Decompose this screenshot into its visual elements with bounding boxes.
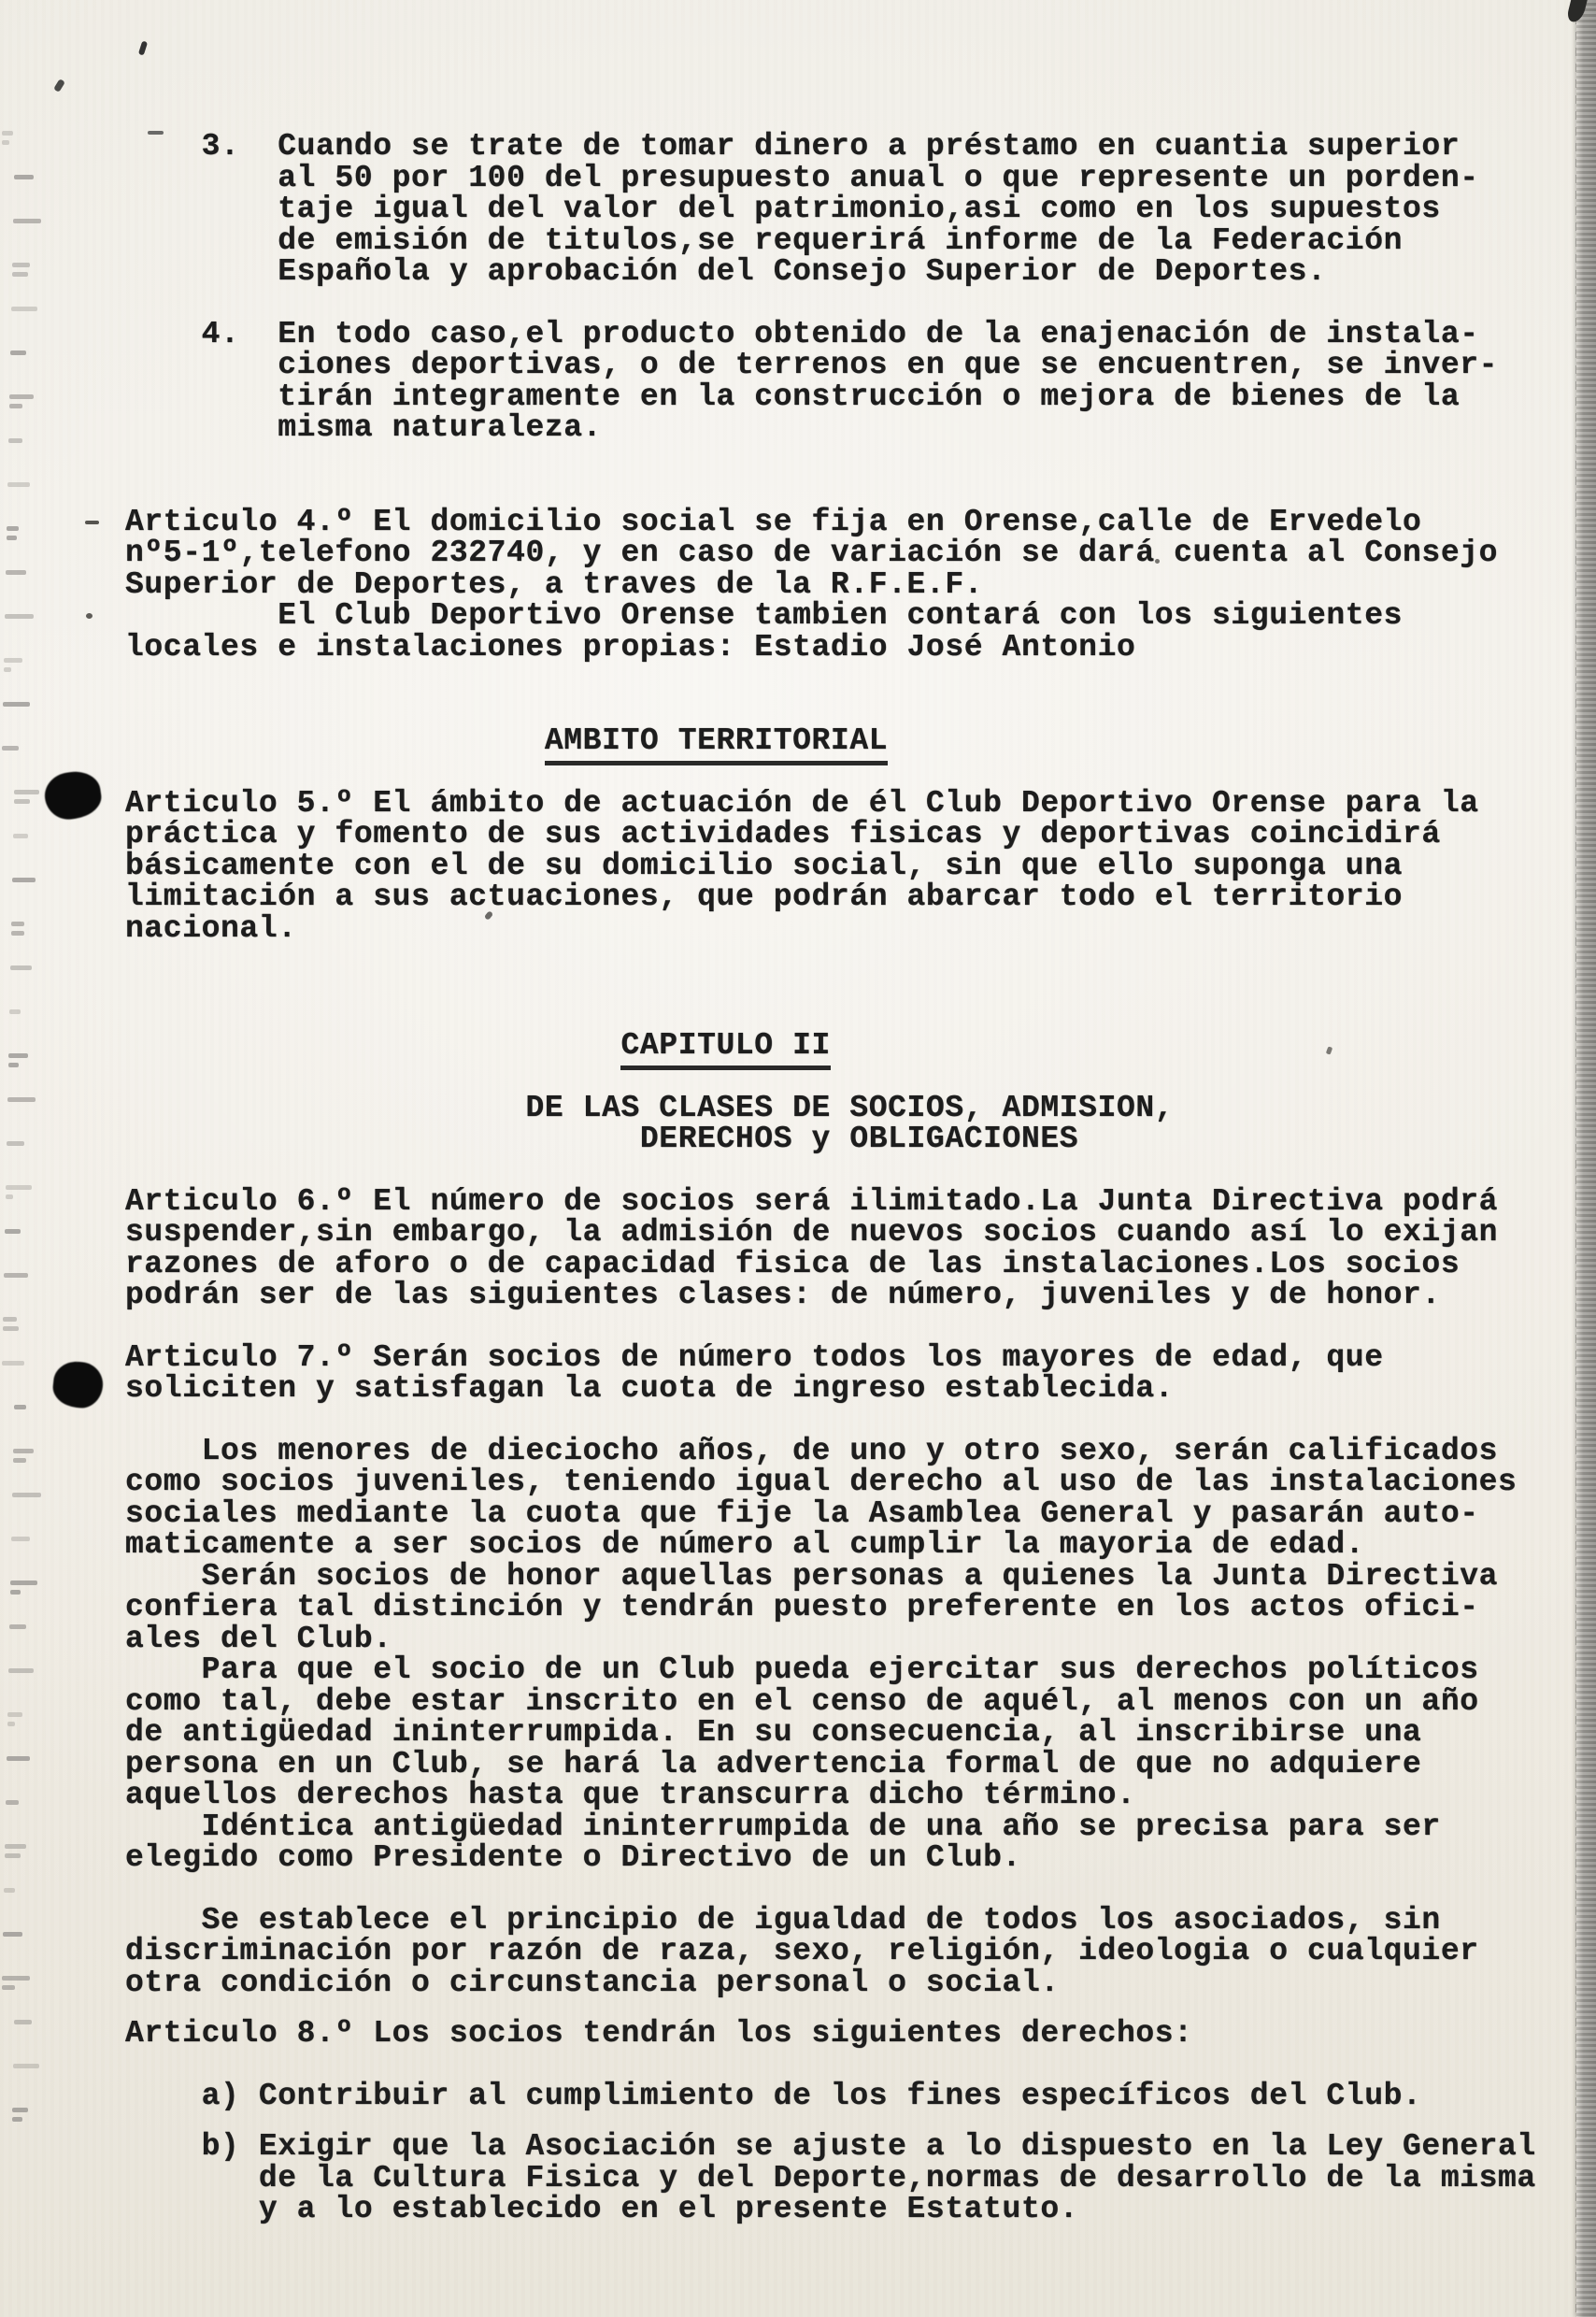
typed-line: básicamente con el de su domicilio social, sin que ello suponga una [125,848,1404,883]
typed-line: ales del Club. [125,1621,392,1656]
binding-mark [7,536,17,540]
parrafo-socios-juveniles [125,1433,1536,1562]
typed-line: Española y aprobación del Consejo Superior de Deportes. [125,254,1327,289]
binding-mark [14,2020,32,2024]
typed-line: a) Contribuir al cumplimiento de los fines específicos del Club. [125,2078,1422,2113]
typed-line: Articulo 6.º El número de socios será ilimitado.La Junta Directiva podrá [125,1183,1499,1219]
binding-mark [12,272,28,277]
typed-line: Serán socios de honor aquellas personas a quienes la Junta Directiva [125,1558,1499,1594]
typed-line: ciones deportivas, o de terrenos en que se encuentren, se inver- [125,348,1499,382]
typed-text [125,131,1536,2225]
typed-line: persona en un Club, se hará la advertencia formal de que no adquiere [125,1746,1422,1781]
binding-mark [4,1273,28,1278]
typed-line: nacional. [125,910,297,946]
typed-line: taje igual del valor del patrimonio,asi como en los supuestos [125,192,1441,226]
typed-line: confiera tal distinción y tendrán puesto preferente en los actos ofici- [125,1590,1479,1624]
ink-speck [85,521,99,524]
articulo-5 [125,785,1536,946]
binding-mark [4,1888,15,1893]
binding-mark [4,658,22,663]
binding-mark [8,1053,28,1058]
typed-line: al 50 por 100 del presupuesto anual o que represente un porden- [125,160,1479,195]
heading-capitulo-ii [125,1030,1536,1062]
binding-mark [12,2117,22,2122]
binding-mark [14,175,34,179]
typed-line: razones de aforo o de capacidad fisica de las instalaciones.Los socios [125,1246,1461,1281]
binding-mark [13,1458,26,1463]
binding-mark [12,263,30,267]
binding-mark [14,1405,26,1409]
articulo-6 [125,1183,1536,1312]
binding-mark [14,790,39,794]
binding-mark [9,1009,21,1014]
typed-line: de antigüedad ininterrumpida. En su consecuencia, al inscribirse una [125,1715,1422,1750]
binding-mark [7,1756,30,1761]
binding-mark [2,131,13,136]
typed-line: Superior de Deportes, a traves de la R.F.E.F. [125,566,984,602]
binding-mark [12,878,36,882]
binding-mark [12,1493,41,1497]
binding-mark [14,799,30,804]
typed-line: Los menores de dieciocho años, de uno y otro sexo, serán calificados [125,1433,1499,1468]
parrafo-identica-antiguedad [125,1811,1536,1874]
binding-mark [6,1185,32,1190]
articulo-8 [125,2018,1536,2050]
heading-indent [125,1028,620,1063]
section-heading [125,1030,1536,1062]
binding-mark [11,307,37,311]
typed-line: locales e instalaciones propias: Estadio José Antonio [125,629,1136,665]
articulo-7 [125,1339,1536,1406]
binding-mark [11,922,24,926]
typed-line: DERECHOS y OBLIGACIONES [125,1122,1079,1156]
capitulo-ii-subtitle [125,1090,1536,1156]
ink-speck [53,79,65,93]
binding-mark [2,1976,30,1981]
section-heading [125,725,1536,757]
typed-line: Articulo 5.º El ámbito de actuación de él Club Deportivo Orense para la [125,785,1479,821]
binding-mark [7,1712,22,1717]
typed-line: y a lo establecido en el presente Estatuto. [125,2192,1079,2226]
typed-line: 4. En todo caso,el producto obtenido de la enajenación de instala- [125,316,1479,351]
typed-line: sociales mediante la cuota que fije la Asamblea General y pasarán auto- [125,1495,1479,1531]
binding-mark [9,404,22,408]
typed-line: Articulo 4.º El domicilio social se fija en Orense,calle de Ervedelo [125,504,1422,539]
binding-mark [5,1844,26,1849]
binding-mark [13,219,41,223]
ink-dot [51,1359,106,1409]
parrafo-socios-honor [125,1558,1536,1656]
typed-line: de emisión de titulos,se requerirá informe de la Federación [125,222,1404,258]
binding-mark [10,350,26,355]
binding-mark [10,1590,21,1595]
ink-speck [138,40,148,55]
ink-dot [42,768,104,822]
typed-line: misma naturaleza. [125,410,603,445]
binding-mark [7,1097,36,1102]
typed-line: Se establece el principio de igualdad de todos los asociados, sin [125,1902,1441,1938]
typed-line: Articulo 8.º Los socios tendrán los siguientes derechos: [125,2016,1193,2051]
binding-mark [13,1449,34,1453]
typed-line: Para que el socio de un Club pueda ejercitar sus derechos políticos [125,1652,1479,1687]
typed-line: como tal, debe estar inscrito en el censo de aquél, al menos con un año [125,1683,1479,1719]
parrafo-derechos-politicos [125,1654,1536,1811]
typed-line: DE LAS CLASES DE SOCIOS, ADMISION, [125,1090,1175,1125]
section-heading-text: CAPITULO II [620,1028,830,1070]
binding-mark [10,1580,37,1585]
typed-line: b) Exigir que la Asociación se ajuste a lo dispuesto en la Ley General [125,2129,1536,2164]
heading-ambito-territorial [125,725,1536,757]
binding-mark [11,931,24,936]
binding-mark [5,1853,21,1858]
derecho-b [125,2131,1536,2225]
binding-mark [10,965,32,970]
typed-line: Idéntica antigüedad ininterrumpida de una año se precisa para ser [125,1809,1441,1844]
typed-line: como socios juveniles, teniendo igual derecho al uso de las instalaciones [125,1465,1518,1499]
typed-line: práctica y fomento de sus actividades fisicas y deportivas coincidirá [125,817,1441,851]
typed-line: Articulo 7.º Serán socios de número todos los mayores de edad, que [125,1339,1384,1375]
binding-mark [6,1194,13,1199]
binding-mark [3,1317,17,1322]
binding-mark [12,2108,28,2112]
binding-mark [2,140,9,145]
typed-line: otra condición o circunstancia personal o social. [125,1965,1060,2000]
clause-3 [125,131,1536,288]
typed-line: discriminación por razón de raza, sexo, religión, ideologia o cualquier [125,1934,1479,1968]
page-edge-shadow [1576,0,1596,2317]
typed-line: suspender,sin embargo, la admisión de nuevos socios cuando así lo exijan [125,1215,1499,1250]
parrafo-igualdad [125,1902,1536,2000]
binding-mark [6,1800,19,1805]
binding-mark [3,1326,19,1331]
binding-mark [6,570,26,575]
clause-4 [125,316,1536,445]
typed-line: aquellos derechos hasta que transcurra dicho término. [125,1778,1136,1812]
ink-speck [86,613,93,619]
typed-line: maticamente a ser socios de número al cumplir la mayoria de edad. [125,1527,1365,1562]
articulo-4 [125,504,1536,665]
typed-line: soliciten y satisfagan la cuota de ingreso establecida. [125,1371,1175,1406]
typed-line: elegido como Presidente o Directivo de un Club. [125,1840,1021,1875]
binding-mark [4,667,11,672]
binding-mark [9,394,34,399]
binding-mark [2,1985,15,1990]
binding-mark [2,1361,24,1366]
derecho-a [125,2078,1536,2113]
section-heading-text: AMBITO TERRITORIAL [545,723,888,765]
binding-mark [3,1932,22,1937]
binding-mark [7,526,19,531]
binding-mark [5,1229,21,1234]
typed-line: podrán ser de las siguientes clases: de número, juveniles y de honor. [125,1278,1441,1312]
typed-line: nº5-1º,telefono 232740, y en caso de variación se dará cuenta al Consejo [125,536,1499,570]
typed-line: de la Cultura Fisica y del Deporte,normas de desarrollo de la misma [125,2160,1536,2195]
typed-line: 3. Cuando se trate de tomar dinero a préstamo en cuantia superior [125,129,1461,164]
typed-line: limitación a sus actuaciones, que podrán abarcar todo el territorio [125,880,1404,914]
typed-line: tirán integramente en la construcción o mejora de bienes de la [125,379,1461,414]
binding-mark [11,1537,30,1541]
binding-mark [7,1141,24,1146]
typed-line: El Club Deportivo Orense tambien contará con los siguientes [125,598,1404,633]
binding-mark [5,614,34,619]
binding-mark [13,834,28,838]
binding-mark [8,438,22,443]
binding-mark [3,702,30,707]
binding-mark [8,1668,34,1673]
heading-indent [125,723,545,758]
binding-mark [8,1063,19,1067]
binding-mark [7,1722,15,1726]
binding-mark [7,482,30,487]
binding-mark [2,746,19,751]
binding-mark [9,1624,26,1629]
binding-mark [13,2064,39,2068]
